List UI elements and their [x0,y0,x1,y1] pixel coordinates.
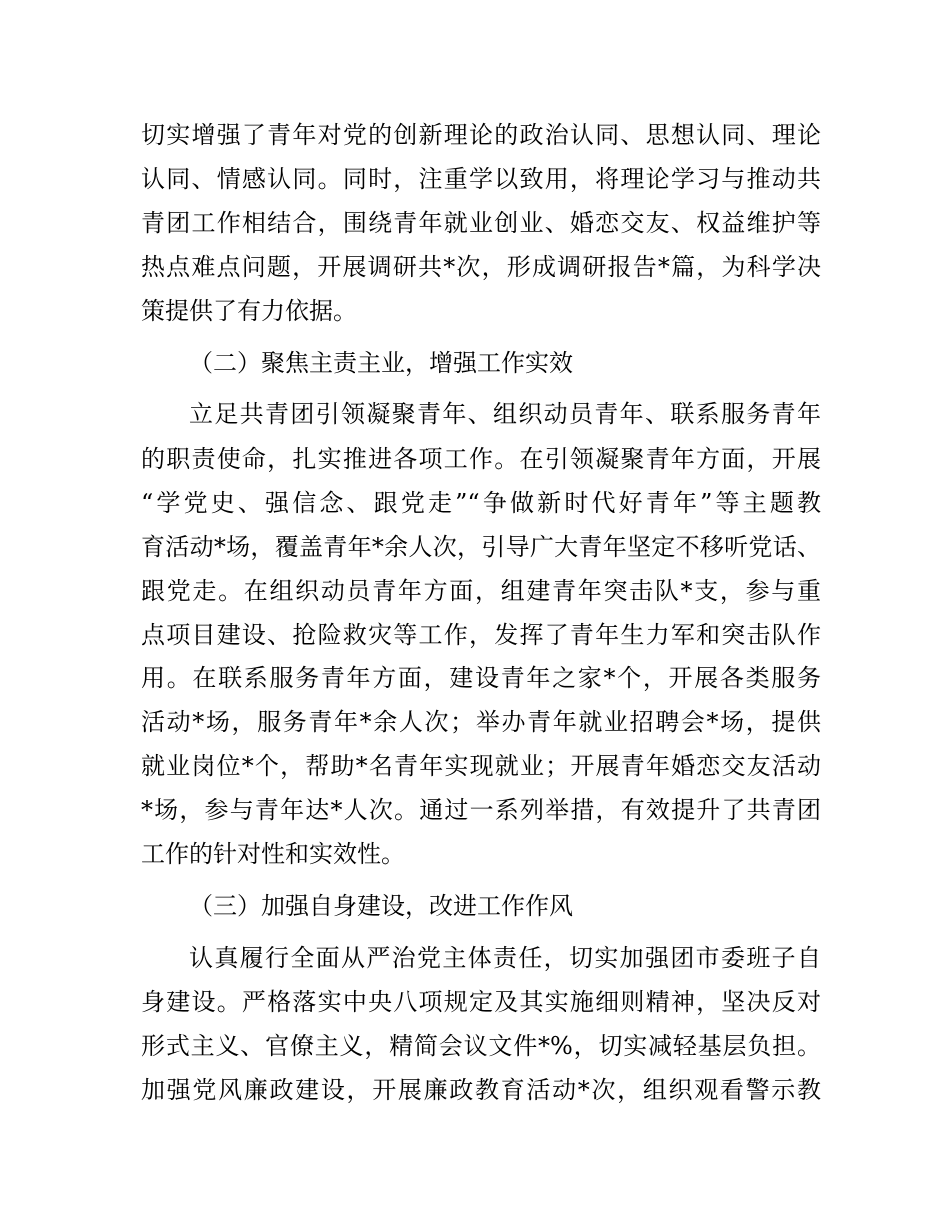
paragraph-1-line-3: 青团工作相结合，围绕青年就业创业、婚恋交友、权益维护等 [141,209,821,237]
paragraph-2-line-11: 工作的针对性和实效性。 [141,840,405,868]
paragraph-1-line-4: 热点难点问题，开展调研共*次，形成调研报告*篇，为科学决 [141,253,821,281]
paragraph-2-line-10: *场，参与青年达*人次。通过一系列举措，有效提升了共青团 [141,796,821,824]
paragraph-2-line-1: 立足共青团引领凝聚青年、组织动员青年、联系服务青年 [189,400,821,428]
paragraph-1-line-2: 认同、情感认同。同时，注重学以致用，将理论学习与推动共 [141,165,821,193]
paragraph-1-line-5: 策提供了有力依据。 [141,297,357,325]
paragraph-2-line-6: 点项目建设、抢险救灾等工作，发挥了青年生力军和突击队作 [141,621,821,649]
paragraph-3-line-2: 身建设。严格落实中央八项规定及其实施细则精神，坚决反对 [141,988,821,1016]
paragraph-2-line-4: 育活动*场，覆盖青年*余人次，引导广大青年坚定不移听党话、 [141,533,821,561]
paragraph-2-line-5: 跟党走。在组织动员青年方面，组建青年突击队*支，参与重 [141,577,821,605]
section-heading-3: （三）加强自身建设，改进工作作风 [189,892,573,920]
paragraph-2-line-2: 的职责使命，扎实推进各项工作。在引领凝聚青年方面，开展 [141,445,821,473]
paragraph-1-line-1: 切实增强了青年对党的创新理论的政治认同、思想认同、理论 [141,121,821,149]
paragraph-3-line-1: 认真履行全面从严治党主体责任，切实加强团市委班子自 [189,944,821,972]
paragraph-2-line-3: “学党史、强信念、跟党走”“争做新时代好青年”等主题教 [141,489,821,517]
paragraph-3-line-3: 形式主义、官僚主义，精简会议文件*%，切实减轻基层负担。 [141,1032,821,1060]
paragraph-3-line-4: 加强党风廉政建设，开展廉政教育活动*次，组织观看警示教 [141,1076,821,1104]
paragraph-2-line-9: 就业岗位*个，帮助*名青年实现就业；开展青年婚恋交友活动 [141,752,821,780]
paragraph-2-line-7: 用。在联系服务青年方面，建设青年之家*个，开展各类服务 [141,664,821,692]
paragraph-2-line-8: 活动*场，服务青年*余人次；举办青年就业招聘会*场，提供 [141,708,821,736]
section-heading-2: （二）聚焦主责主业，增强工作实效 [189,349,573,377]
